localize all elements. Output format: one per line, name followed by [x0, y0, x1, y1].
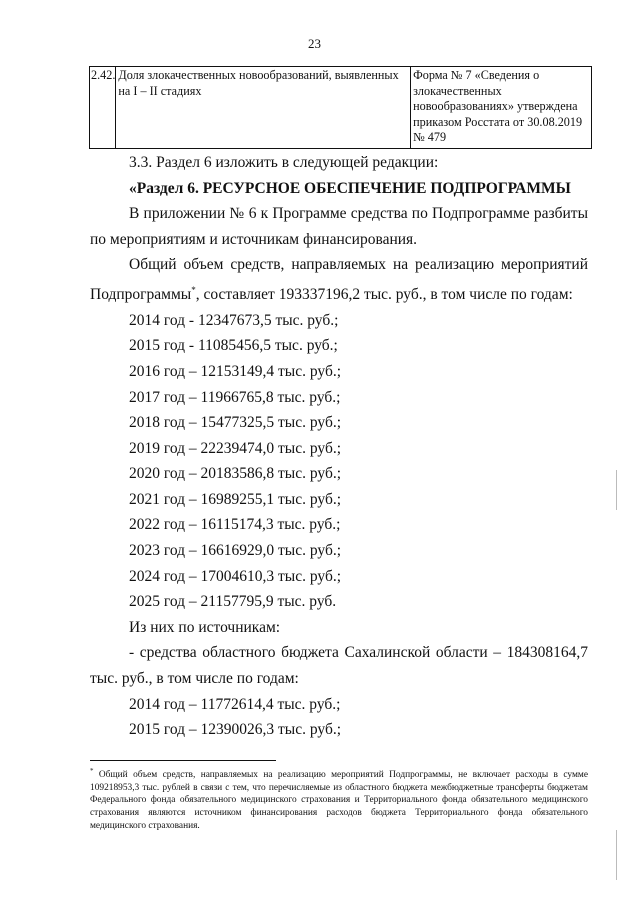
paragraph-total-volume	[90, 252, 588, 307]
year-total-item: 2020 год – 20183586,8 тыс. руб.;	[129, 465, 342, 483]
section-heading: «Раздел 6. РЕСУРСНОЕ ОБЕСПЕЧЕНИЕ ПОДПРОГРАММЫ	[129, 179, 571, 197]
year-total-item: 2017 год – 11966765,8 тыс. руб.;	[129, 388, 341, 406]
year-total-item: 2022 год – 16115174,3 тыс. руб.;	[129, 516, 341, 534]
year-total-item: 2014 год - 12347673,5 тыс. руб.;	[129, 311, 339, 329]
year-total-item: 2015 год - 11085456,5 тыс. руб.;	[129, 337, 338, 355]
footnote-text: Общий объем средств, направляемых на реализацию мероприятий Подпрограммы, не включает расходы в сумме 109218953,3 тыс. рублей в связи с тем, что перечисляемые из областного бюджета межбюджетные трансферты бюджетам Федерального фонда обязательного медицинского страхования и Территориального фонда обязательного медицинского страхования являются источником финансирования расходов бюджета Территориального фонда обязательного медицинского страхования.	[90, 770, 588, 831]
year-regional-item: 2015 год – 12390026,3 тыс. руб.;	[129, 721, 342, 739]
section-intro: 3.3. Раздел 6 изложить в следующей редакции:	[129, 154, 439, 171]
row-number-cell: 2.42.	[90, 67, 116, 149]
year-total-item: 2025 год – 21157795,9 тыс. руб.	[129, 593, 337, 611]
year-total-item: 2021 год – 16989255,1 тыс. руб.;	[129, 490, 342, 508]
main-text	[90, 150, 588, 743]
page-number: 23	[308, 36, 321, 51]
regional-by-year-list	[90, 692, 588, 743]
indicator-table	[89, 66, 592, 149]
footnote	[90, 765, 588, 832]
indicator-name-cell: Доля злокачественных новообразований, выявленных на I – II стадиях	[116, 67, 411, 149]
table-row	[90, 67, 592, 149]
sources-heading: Из них по источникам:	[129, 618, 281, 636]
footnote-marker: *	[90, 767, 94, 775]
paragraph-allocation: В приложении № 6 к Программе средства по Подпрограмме разбиты по мероприятиям и источникам финансирования.	[90, 205, 588, 248]
year-total-item: 2024 год – 17004610,3 тыс. руб.;	[129, 567, 342, 585]
year-total-item: 2023 год – 16616929,0 тыс. руб.;	[129, 542, 342, 560]
scan-artifact	[616, 830, 617, 880]
year-total-item: 2019 год – 22239474,0 тыс. руб.;	[129, 439, 342, 457]
paragraph-total-start: Общий объем средств, направляемых на реализацию мероприятий Подпрограммы	[90, 256, 588, 304]
regional-budget-paragraph: - средства областного бюджета Сахалинской области – 184308164,7 тыс. руб., в том числе по годам:	[90, 644, 588, 688]
data-source-cell: Форма № 7 «Сведения о злокачественных новообразованиях» утверждена приказом Росстата от 30.08.2019 № 479	[411, 67, 592, 149]
footnote-marker: *	[191, 284, 196, 295]
year-total-item: 2016 год – 12153149,4 тыс. руб.;	[129, 362, 342, 380]
footnote-separator	[90, 760, 276, 761]
year-regional-item: 2014 год – 11772614,4 тыс. руб.;	[129, 695, 341, 713]
scan-artifact	[616, 470, 617, 510]
total-by-year-list	[90, 308, 588, 615]
paragraph-total-end: , составляет 193337196,2 тыс. руб., в том числе по годам:	[195, 286, 573, 304]
year-total-item: 2018 год – 15477325,5 тыс. руб.;	[129, 414, 342, 432]
